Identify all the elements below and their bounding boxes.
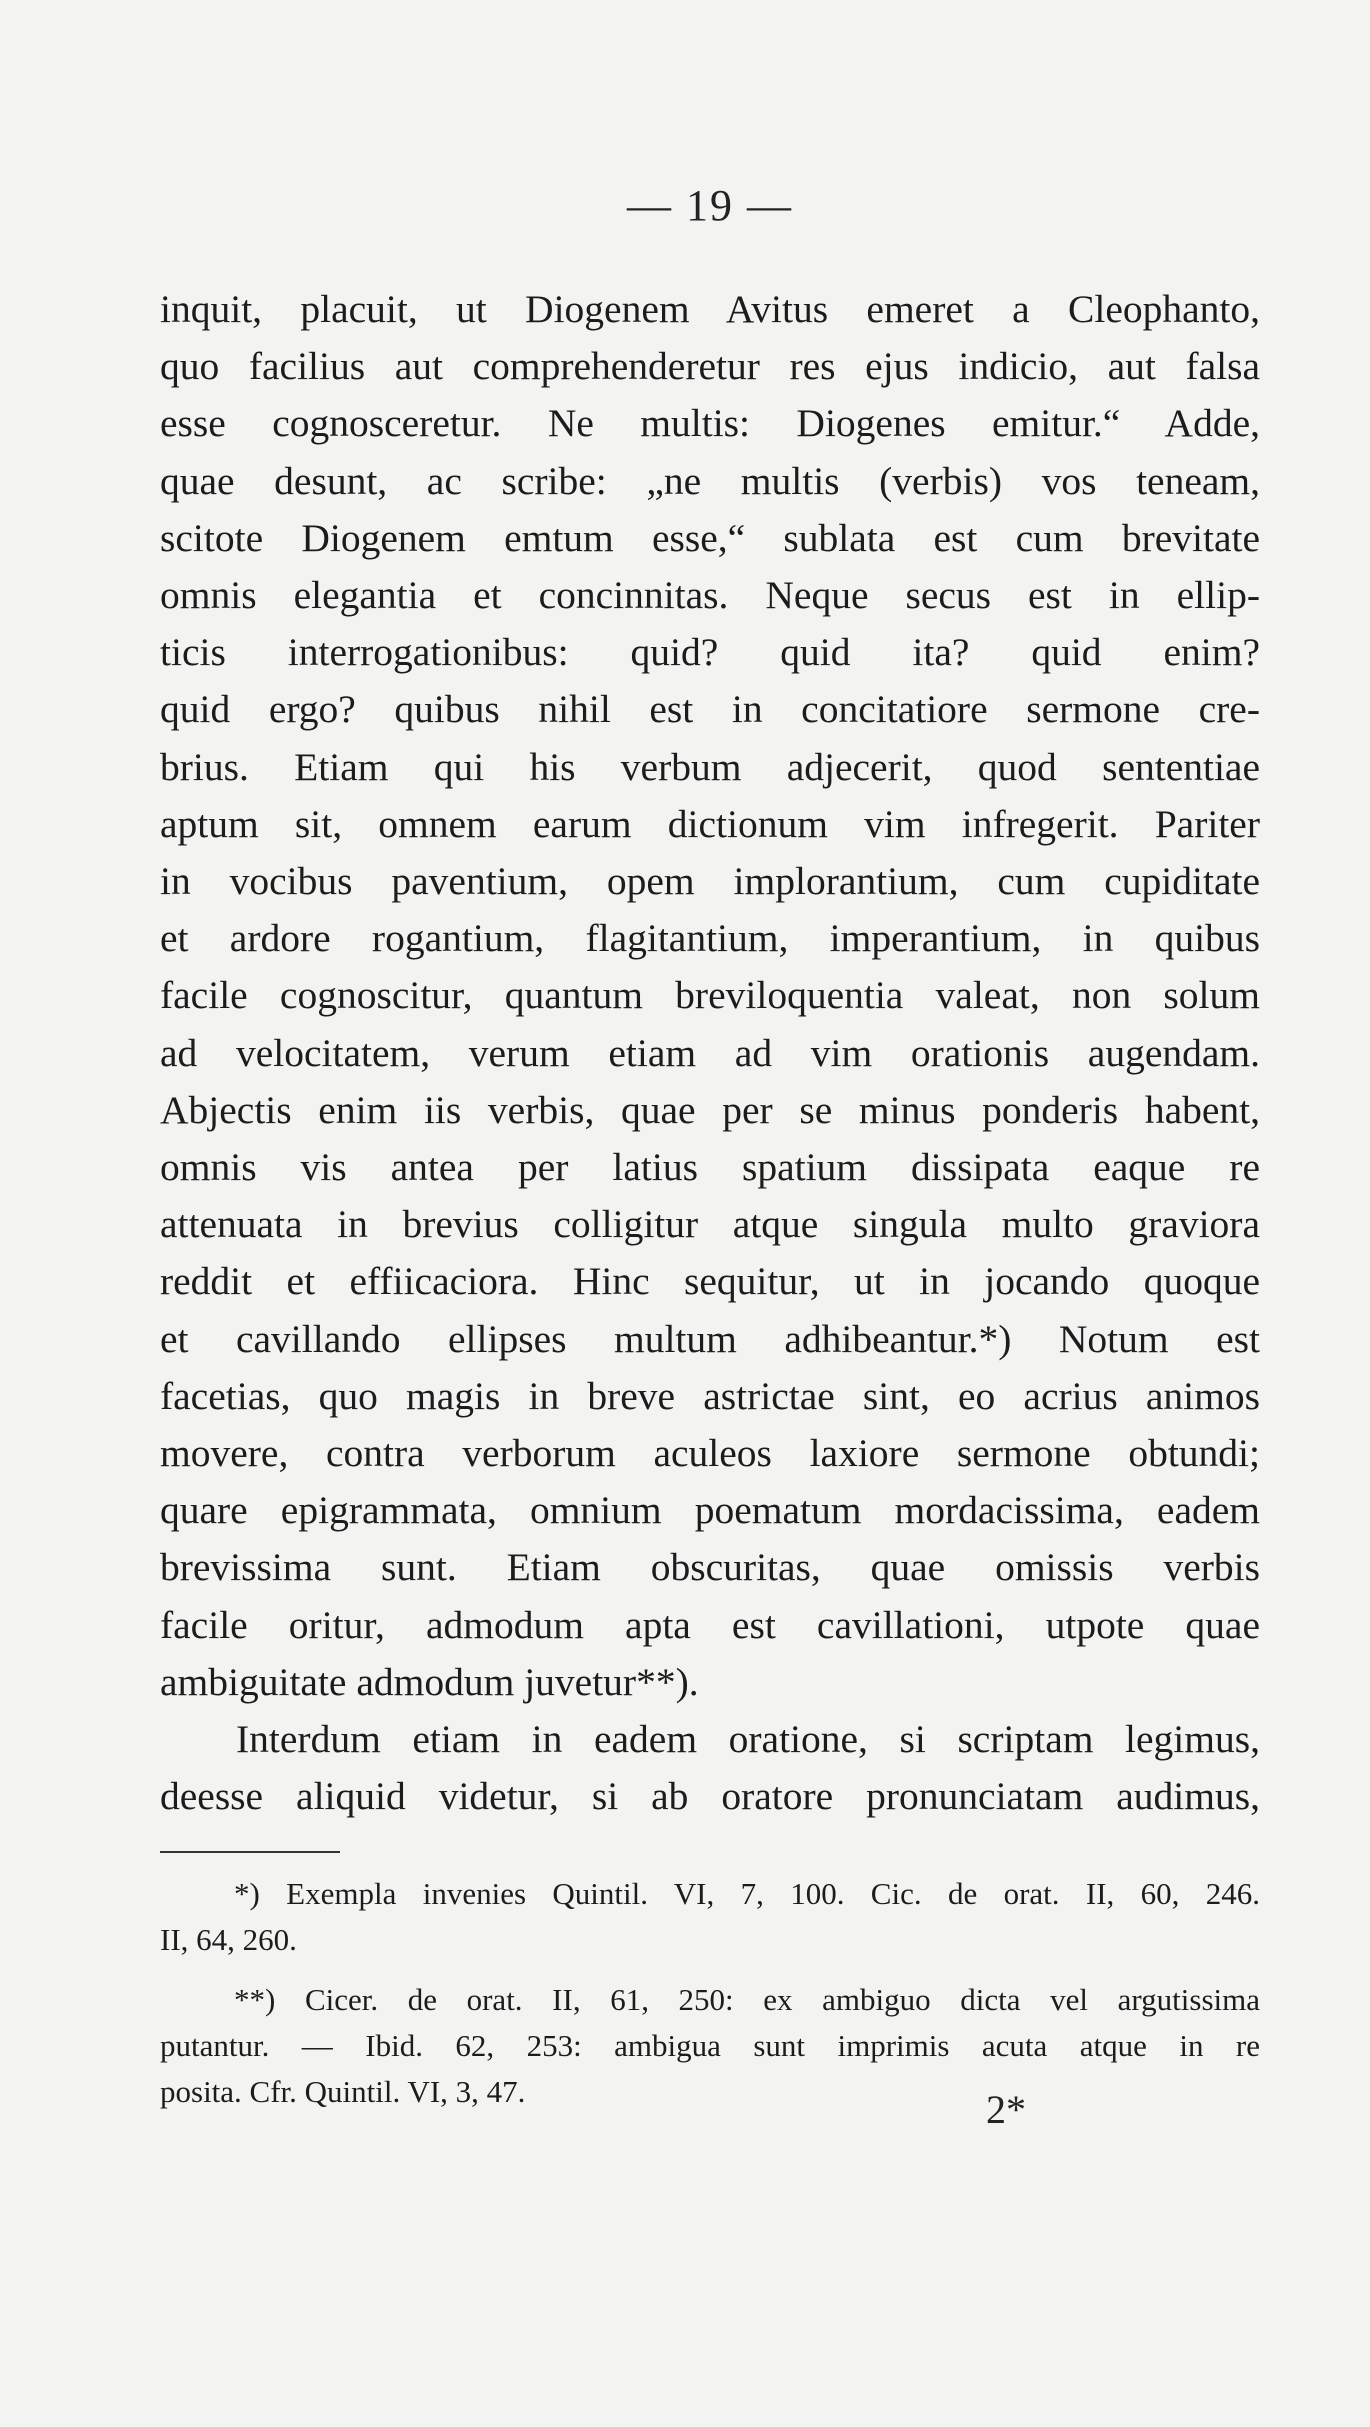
page bbox=[160, 180, 1260, 2129]
text-line: quare epigrammata, omnium poematum mordacissima, eadem bbox=[160, 1488, 1260, 1533]
text-line: omnis elegantia et concinnitas. Neque secus est in ellip- bbox=[160, 573, 1260, 618]
text-line: quo facilius aut comprehenderetur res ejus indicio, aut falsa bbox=[160, 344, 1260, 389]
text-line: brevissima sunt. Etiam obscuritas, quae omissis verbis bbox=[160, 1545, 1260, 1590]
text-line: ticis interrogationibus: quid? quid ita? quid enim? bbox=[160, 630, 1260, 675]
text-line: facetias, quo magis in breve astrictae sint, eo acrius animos bbox=[160, 1373, 1260, 1418]
main-text bbox=[160, 281, 1260, 1825]
footnote-1 bbox=[160, 1871, 1260, 1963]
text-line: reddit et effiicaciora. Hinc sequitur, ut in jocando quoque bbox=[160, 1259, 1260, 1304]
text-line: movere, contra verborum aculeos laxiore sermone obtundi; bbox=[160, 1431, 1260, 1476]
text-line: omnis vis antea per latius spatium dissipata eaque re bbox=[160, 1145, 1260, 1190]
text-line: ambiguitate admodum juvetur**). bbox=[160, 1659, 699, 1704]
signature-mark: 2* bbox=[986, 2087, 1026, 2132]
text-line: scitote Diogenem emtum esse,“ sublata est cum brevitate bbox=[160, 515, 1260, 560]
footnote-2 bbox=[160, 1977, 1260, 2115]
footnote-line: *) Exempla invenies Quintil. VI, 7, 100. Cic. de orat. II, 60, 246. bbox=[234, 1876, 1260, 1912]
text-line: esse cognosceretur. Ne multis: Diogenes emitur.“ Adde, bbox=[160, 401, 1260, 446]
footnote-line: posita. Cfr. Quintil. VI, 3, 47. bbox=[160, 2074, 526, 2110]
text-line: quae desunt, ac scribe: „ne multis (verbis) vos teneam, bbox=[160, 458, 1260, 503]
footnote-line: II, 64, 260. bbox=[160, 1922, 297, 1958]
text-line: inquit, placuit, ut Diogenem Avitus emeret a Cleophanto, bbox=[160, 287, 1260, 331]
footnote-line: putantur. — Ibid. 62, 253: ambigua sunt imprimis acuta atque in re bbox=[160, 2028, 1260, 2064]
text-line: facile cognoscitur, quantum breviloquentia valeat, non solum bbox=[160, 973, 1260, 1018]
text-line: Abjectis enim iis verbis, quae per se minus ponderis habent, bbox=[160, 1087, 1260, 1132]
text-line: aptum sit, omnem earum dictionum vim infregerit. Pariter bbox=[160, 801, 1260, 846]
page-number: — 19 — bbox=[627, 181, 793, 230]
text-line: brius. Etiam qui his verbum adjecerit, quod sententiae bbox=[160, 744, 1260, 789]
text-line: et ardore rogantium, flagitantium, imperantium, in quibus bbox=[160, 916, 1260, 961]
text-line: ad velocitatem, verum etiam ad vim orationis augendam. bbox=[160, 1030, 1260, 1075]
text-line: facile oritur, admodum apta est cavillationi, utpote quae bbox=[160, 1602, 1260, 1647]
text-line: attenuata in brevius colligitur atque singula multo graviora bbox=[160, 1202, 1260, 1247]
text-line: in vocibus paventium, opem implorantium, cum cupiditate bbox=[160, 859, 1260, 904]
text-line: et cavillando ellipses multum adhibeantur.*) Notum est bbox=[160, 1316, 1260, 1361]
footnote-divider bbox=[160, 1851, 340, 1853]
text-line: Interdum etiam in eadem oratione, si scriptam legimus, bbox=[236, 1717, 1260, 1762]
footnotes bbox=[160, 1871, 1260, 2115]
text-line: quid ergo? quibus nihil est in concitatiore sermone cre- bbox=[160, 687, 1260, 732]
text-line: deesse aliquid videtur, si ab oratore pronunciatam audimus, bbox=[160, 1774, 1260, 1819]
footnote-line: **) Cicer. de orat. II, 61, 250: ex ambiguo dicta vel argutissima bbox=[234, 1982, 1260, 2018]
